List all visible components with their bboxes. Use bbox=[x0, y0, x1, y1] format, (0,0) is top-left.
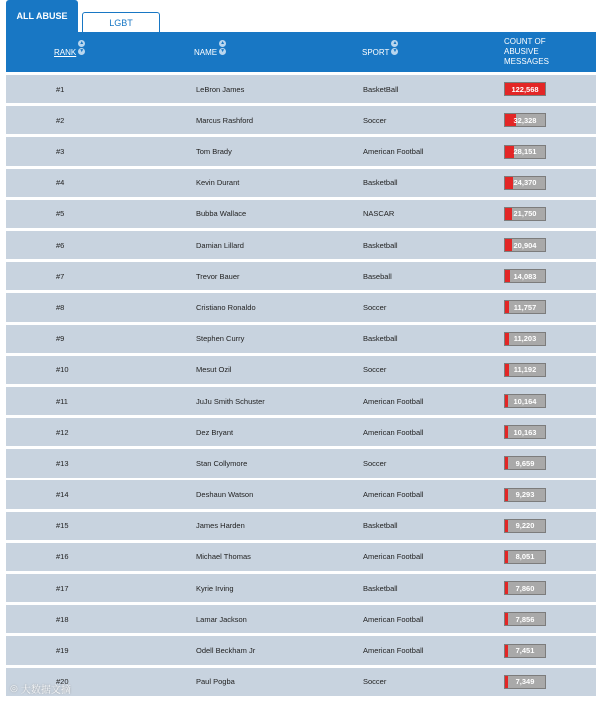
sport-cell: Basketball bbox=[363, 178, 398, 188]
sort-icon[interactable]: ▲ ▼ bbox=[220, 40, 226, 54]
count-value: 11,757 bbox=[513, 302, 537, 312]
name-cell: Odell Beckham Jr bbox=[196, 646, 256, 656]
name-cell: Mesut Ozil bbox=[196, 365, 232, 375]
rank-cell: #11 bbox=[56, 396, 68, 406]
table-row bbox=[6, 231, 596, 259]
name-cell: Lamar Jackson bbox=[196, 614, 247, 624]
rank-cell: #17 bbox=[56, 583, 69, 593]
rank-cell: #18 bbox=[56, 614, 69, 624]
rank-cell: #16 bbox=[56, 552, 69, 562]
rank-cell: #5 bbox=[56, 209, 65, 219]
rank-header[interactable] bbox=[54, 32, 85, 72]
count-cell bbox=[504, 169, 546, 197]
rank-cell: #1 bbox=[56, 84, 65, 94]
table-row bbox=[6, 137, 596, 165]
count-cell bbox=[504, 636, 546, 664]
table-row bbox=[6, 543, 596, 571]
rank-cell: #8 bbox=[56, 302, 65, 312]
tab-bar bbox=[6, 0, 596, 32]
sport-cell: American Football bbox=[363, 490, 424, 500]
sport-cell: Basketball bbox=[363, 240, 398, 250]
count-cell bbox=[504, 75, 546, 103]
count-bar bbox=[504, 425, 546, 439]
sport-cell: American Football bbox=[363, 646, 424, 656]
rank-cell: #19 bbox=[56, 646, 69, 656]
count-cell bbox=[504, 605, 546, 633]
count-cell bbox=[504, 262, 546, 290]
sport-cell: Basketball bbox=[363, 521, 398, 531]
count-cell bbox=[504, 668, 546, 696]
count-value: 20,904 bbox=[513, 240, 537, 250]
count-value: 7,860 bbox=[515, 583, 535, 593]
count-value: 32,328 bbox=[513, 115, 537, 125]
table-row bbox=[6, 480, 596, 508]
count-bar bbox=[504, 612, 546, 626]
sport-cell: Soccer bbox=[363, 302, 387, 312]
name-cell: Michael Thomas bbox=[196, 552, 251, 562]
name-cell: Deshaun Watson bbox=[196, 490, 254, 500]
table-row bbox=[6, 418, 596, 446]
sport-header-label[interactable]: SPORT bbox=[362, 47, 390, 57]
count-value: 10,164 bbox=[513, 396, 537, 406]
watermark bbox=[10, 680, 90, 696]
table-row bbox=[6, 668, 596, 696]
rank-cell: #14 bbox=[56, 490, 69, 500]
name-cell: Cristiano Ronaldo bbox=[196, 302, 256, 312]
count-bar bbox=[504, 207, 546, 221]
table-row bbox=[6, 169, 596, 197]
count-value: 11,203 bbox=[513, 334, 537, 344]
count-bar bbox=[504, 519, 546, 533]
name-cell: Stan Collymore bbox=[196, 458, 248, 468]
rank-cell: #15 bbox=[56, 521, 69, 531]
rank-cell: #12 bbox=[56, 427, 69, 437]
count-cell bbox=[504, 449, 546, 477]
count-bar bbox=[504, 176, 546, 190]
watermark-text: 大数据文摘 bbox=[20, 684, 71, 696]
table-row bbox=[6, 387, 596, 415]
table-row bbox=[6, 293, 596, 321]
name-cell: Stephen Curry bbox=[196, 334, 245, 344]
tab-all-abuse[interactable]: ALL ABUSE bbox=[6, 0, 78, 32]
sport-cell: American Football bbox=[363, 552, 424, 562]
name-cell: Tom Brady bbox=[196, 147, 232, 157]
count-bar bbox=[504, 145, 546, 159]
table-row bbox=[6, 449, 596, 477]
name-cell: Trevor Bauer bbox=[196, 271, 240, 281]
sport-cell: American Football bbox=[363, 396, 424, 406]
count-bar bbox=[504, 644, 546, 658]
count-cell bbox=[504, 574, 546, 602]
rank-cell: #20 bbox=[56, 677, 69, 687]
name-cell: Bubba Wallace bbox=[196, 209, 247, 219]
name-cell: Marcus Rashford bbox=[196, 115, 254, 125]
count-cell bbox=[504, 543, 546, 571]
count-bar bbox=[504, 113, 546, 127]
sport-cell: American Football bbox=[363, 427, 424, 437]
count-bar bbox=[504, 82, 546, 96]
count-bar bbox=[504, 675, 546, 689]
sort-icon[interactable]: ▲ ▼ bbox=[392, 40, 398, 54]
count-bar bbox=[504, 488, 546, 502]
count-value: 9,293 bbox=[515, 490, 535, 500]
name-cell: Kyrie Irving bbox=[196, 583, 234, 593]
sport-cell: American Football bbox=[363, 147, 424, 157]
count-cell bbox=[504, 387, 546, 415]
rank-cell: #3 bbox=[56, 147, 65, 157]
sport-header[interactable] bbox=[362, 32, 398, 72]
count-value: 9,220 bbox=[515, 521, 535, 531]
rank-cell: #6 bbox=[56, 240, 65, 250]
sport-cell: Soccer bbox=[363, 115, 387, 125]
rank-cell: #2 bbox=[56, 115, 65, 125]
table-row bbox=[6, 356, 596, 384]
rank-cell: #7 bbox=[56, 271, 65, 281]
count-bar bbox=[504, 238, 546, 252]
name-cell: JuJu Smith Schuster bbox=[196, 396, 265, 406]
rank-cell: #10 bbox=[56, 365, 69, 375]
rank-cell: #13 bbox=[56, 458, 69, 468]
table-row bbox=[6, 262, 596, 290]
count-cell bbox=[504, 325, 546, 353]
count-value: 8,051 bbox=[515, 552, 535, 562]
count-bar bbox=[504, 300, 546, 314]
sport-cell: Baseball bbox=[363, 271, 392, 281]
sport-cell: NASCAR bbox=[363, 209, 395, 219]
watermark-icon: ◎ bbox=[10, 682, 18, 693]
count-value: 10,163 bbox=[513, 427, 537, 437]
table-row bbox=[6, 574, 596, 602]
table-row bbox=[6, 636, 596, 664]
count-cell bbox=[504, 106, 546, 134]
count-cell bbox=[504, 480, 546, 508]
table-row bbox=[6, 106, 596, 134]
name-header-label[interactable]: NAME bbox=[194, 47, 218, 57]
rank-cell: #9 bbox=[56, 334, 65, 344]
table-header bbox=[6, 32, 596, 72]
count-value: 28,151 bbox=[513, 147, 537, 157]
name-cell: Paul Pogba bbox=[196, 677, 235, 687]
count-bar bbox=[504, 332, 546, 346]
count-value: 11,192 bbox=[513, 365, 537, 375]
count-bar bbox=[504, 269, 546, 283]
count-bar bbox=[504, 550, 546, 564]
count-bar bbox=[504, 581, 546, 595]
sport-cell: Soccer bbox=[363, 677, 387, 687]
count-bar bbox=[504, 394, 546, 408]
count-value: 7,451 bbox=[515, 646, 535, 656]
count-value: 122,568 bbox=[511, 84, 539, 94]
name-cell: Dez Bryant bbox=[196, 427, 234, 437]
sport-cell: Soccer bbox=[363, 458, 387, 468]
rank-header-label[interactable]: RANK bbox=[54, 47, 77, 57]
count-cell bbox=[504, 231, 546, 259]
count-cell bbox=[504, 200, 546, 228]
count-header-label[interactable]: COUNT OF ABUSIVE MESSAGES bbox=[504, 37, 549, 66]
table-row bbox=[6, 512, 596, 540]
count-value: 21,750 bbox=[513, 209, 537, 219]
sort-icon[interactable]: ▲ ▼ bbox=[79, 40, 85, 54]
sport-cell: American Football bbox=[363, 614, 424, 624]
count-value: 9,659 bbox=[515, 458, 535, 468]
table-row bbox=[6, 325, 596, 353]
count-value: 14,083 bbox=[513, 271, 537, 281]
count-value: 24,370 bbox=[513, 178, 537, 188]
table-row bbox=[6, 75, 596, 103]
count-cell bbox=[504, 137, 546, 165]
table-body bbox=[6, 75, 596, 699]
count-value: 7,856 bbox=[515, 614, 535, 624]
name-cell: Kevin Durant bbox=[196, 178, 240, 188]
count-header[interactable] bbox=[504, 32, 574, 72]
name-header[interactable] bbox=[194, 32, 226, 72]
sport-cell: Basketball bbox=[363, 334, 398, 344]
tab-lgbt[interactable]: LGBT bbox=[82, 12, 160, 32]
name-cell: LeBron James bbox=[196, 84, 245, 94]
name-cell: Damian Lillard bbox=[196, 240, 244, 250]
sport-cell: BasketBall bbox=[363, 84, 399, 94]
name-cell: James Harden bbox=[196, 521, 245, 531]
rank-cell: #4 bbox=[56, 178, 65, 188]
sport-cell: Basketball bbox=[363, 583, 398, 593]
table-row bbox=[6, 200, 596, 228]
count-cell bbox=[504, 512, 546, 540]
count-cell bbox=[504, 356, 546, 384]
sport-cell: Soccer bbox=[363, 365, 387, 375]
count-bar bbox=[504, 456, 546, 470]
count-value: 7,349 bbox=[515, 677, 535, 687]
count-bar bbox=[504, 363, 546, 377]
table-row bbox=[6, 605, 596, 633]
count-cell bbox=[504, 418, 546, 446]
count-cell bbox=[504, 293, 546, 321]
